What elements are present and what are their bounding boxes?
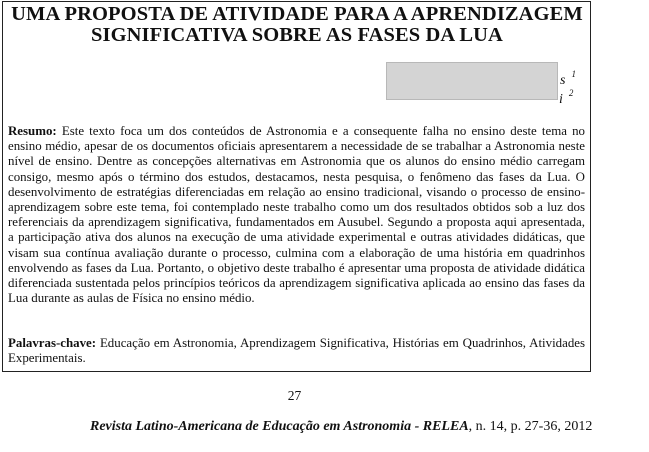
journal-issue: , n. 14, p. 27-36, 2012 xyxy=(468,419,593,434)
abstract-label: Resumo: xyxy=(8,124,57,138)
author-1-footnote-mark: 1 xyxy=(571,69,576,79)
paper-title xyxy=(11,4,583,46)
title-line-2: SIGNIFICATIVA SOBRE AS FASES DA LUA xyxy=(91,24,503,46)
author-2-fragment: i $^2$ xyxy=(559,88,574,107)
keywords-label: Palavras-chave: xyxy=(8,336,97,350)
author-2-footnote-mark: 2 xyxy=(568,88,574,98)
article-frame xyxy=(2,1,591,372)
journal-name: Revista Latino-Americana de Educação em Astronomia - RELEA xyxy=(90,419,469,434)
authors-block xyxy=(386,60,586,107)
abstract-text: Este texto foca um dos conteúdos de Astronomia e a consequente falha no ensino deste tema no ensino médio, apesar de os documentos oficiais apresentarem a necessidade de se trabalhar a Astronomia neste nível de ensino. Dentre as concepções alternativas em Astronomia que os alunos do ensino médio carregam consigo, mesmo após o término dos estudos, destacamos, nesta pesquisa, o fenômeno das fases da Lua. O desenvolvimento de estratégias diferenciadas em relação ao ensino tradicional, visando o processo de ensino-aprendizagem sobre este tema, foi contemplado neste trabalho como um dos resultados obtidos sob a luz dos referenciais da aprendizagem significativa, fundamentados em Ausubel. Segundo a proposta aqui apresentada, a participação ativa dos alunos na execução de uma atividade experimental e outras atividades didáticas, que visam sua contínua avaliação durante o processo, culmina com a elaboração de uma história em quadrinhos envolvendo as fases da Lua. Portanto, o objetivo deste trabalho é apresentar uma proposta de atividade didática diferenciada sustentada pelos princípios teóricos da aprendizagem significativa aplicada ao ensino das fases da Lua durante as aulas de Física no ensino médio. xyxy=(8,124,585,306)
keywords xyxy=(8,336,585,366)
journal-citation xyxy=(90,419,592,435)
author-1-fragment: s $^1$ xyxy=(560,69,576,88)
redacted-author-names xyxy=(386,62,558,100)
title-line-1: UMA PROPOSTA DE ATIVIDADE PARA A APRENDIZAGEM xyxy=(11,3,583,25)
keywords-text: Educação em Astronomia, Aprendizagem Significativa, Histórias em Quadrinhos, Atividades Experimentais. xyxy=(8,336,585,366)
page-number: 27 xyxy=(287,388,302,403)
abstract xyxy=(8,124,585,306)
